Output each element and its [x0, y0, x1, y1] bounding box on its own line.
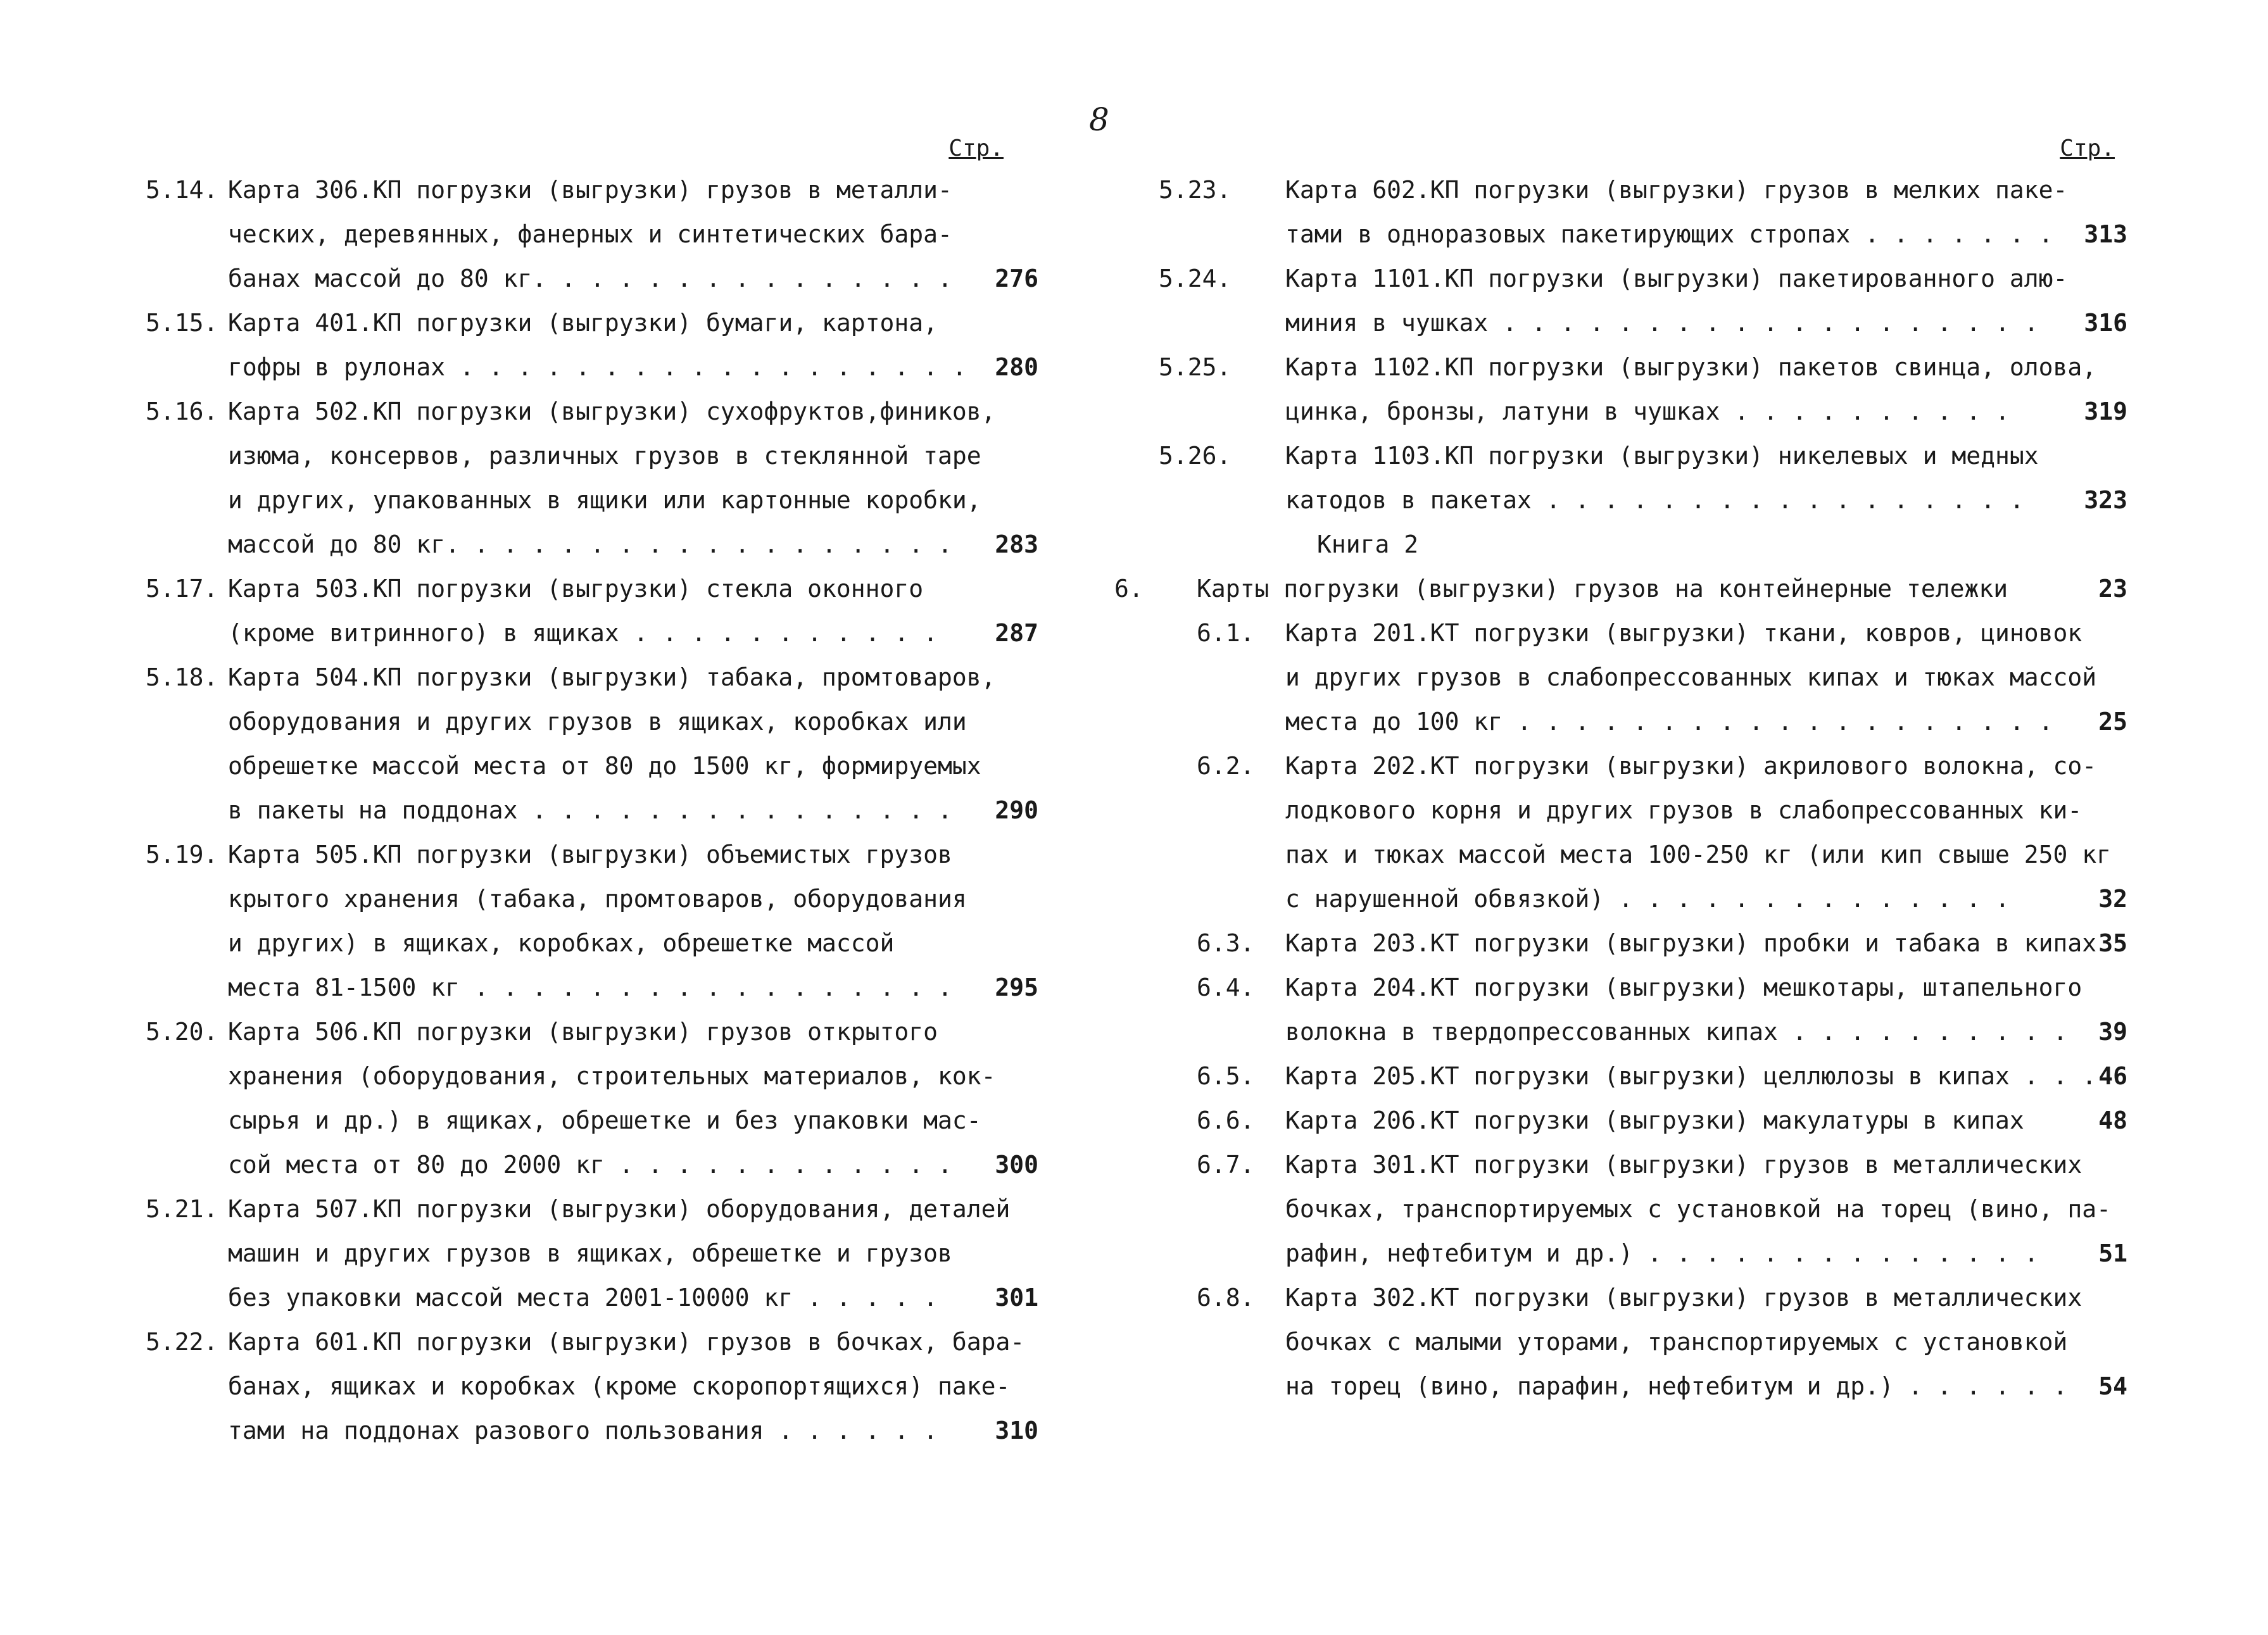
entry-text-line: Карта 1103.КП погрузки (выгрузки) никелевых и медных [1285, 442, 2039, 470]
toc-entry [1159, 1275, 2146, 1408]
entry-page-number: 35 [2098, 929, 2127, 957]
entry-text-line: с нарушенной обвязкой) . . . . . . . . . . . . . . [1285, 885, 2010, 913]
entry-page-number: 301 [995, 1284, 1038, 1312]
entry-number: 6.1. [1197, 619, 1255, 647]
entry-page-number: 276 [995, 265, 1038, 292]
entry-page-number: 25 [2098, 708, 2127, 736]
entry-text-line: тами на поддонах разового пользования . . . . . . [228, 1417, 938, 1444]
entry-text-line: в пакеты на поддонах . . . . . . . . . . . . . . . [228, 796, 952, 824]
toc-entry [1159, 744, 2146, 921]
toc-entry [146, 655, 1051, 832]
entry-text-line: хранения (оборудования, строительных материалов, кок- [228, 1062, 996, 1090]
entry-number: 6.3. [1197, 929, 1255, 957]
entry-text-line: Карта 204.КТ погрузки (выгрузки) мешкотары, штапельного [1285, 974, 2082, 1001]
toc-entry [146, 1320, 1051, 1453]
entry-text-line: бочках, транспортируемых с установкой на торец (вино, па- [1285, 1195, 2112, 1223]
toc-entry [1159, 168, 2146, 256]
entry-text-line: Карта 401.КП погрузки (выгрузки) бумаги, картона, [228, 309, 938, 337]
toc-entry [1159, 1143, 2146, 1275]
toc-entries-left [146, 168, 1051, 1453]
toc-entry [146, 1010, 1051, 1187]
entry-text-line: оборудования и других грузов в ящиках, коробках или [228, 708, 967, 736]
entry-number: 6.2. [1197, 752, 1255, 780]
entry-number: 5.17. [146, 575, 218, 603]
entry-number: 5.20. [146, 1018, 218, 1046]
entry-text-line: рафин, нефтебитум и др.) . . . . . . . . . . . . . . [1285, 1239, 2039, 1267]
entry-text-line: катодов в пакетах . . . . . . . . . . . . . . . . . [1285, 486, 2024, 514]
entry-text-line: места до 100 кг . . . . . . . . . . . . . . . . . . . [1285, 708, 2053, 736]
page-column-header: Стр. [2060, 135, 2115, 161]
entry-text-line: изюма, консервов, различных грузов в стеклянной таре [228, 442, 981, 470]
entry-text-line: банах, ящиках и коробках (кроме скоропортящихся) паке- [228, 1372, 1011, 1400]
entry-page-number: 51 [2098, 1239, 2127, 1267]
toc-entry [146, 567, 1051, 655]
entry-text-line: ческих, деревянных, фанерных и синтетических бара- [228, 220, 952, 248]
entry-text-line: гофры в рулонах . . . . . . . . . . . . . . . . . . [228, 353, 967, 381]
entry-page-number: 290 [995, 796, 1038, 824]
entry-text-line: Карта 206.КТ погрузки (выгрузки) макулатуры в кипах [1285, 1106, 2024, 1134]
entry-text-line: на торец (вино, парафин, нефтебитум и др.) . . . . . . [1285, 1372, 2068, 1400]
entry-number: 5.18. [146, 663, 218, 691]
entry-text-line: пах и тюках массой места 100-250 кг (или кип свыше 250 кг [1285, 841, 2112, 868]
entry-number: 5.15. [146, 309, 218, 337]
entry-text-line: Карта 503.КП погрузки (выгрузки) стекла оконного [228, 575, 924, 603]
toc-entry [146, 389, 1051, 567]
entry-text-line: волокна в твердопрессованных кипах . . . . . . . . . . [1285, 1018, 2068, 1046]
section-number: 6. [1114, 575, 1143, 603]
entry-number: 5.22. [146, 1328, 218, 1356]
entry-page-number: 295 [995, 974, 1038, 1001]
entry-number: 5.26. [1159, 442, 1232, 470]
entry-text-line: Карта 203.КТ погрузки (выгрузки) пробки и табака в кипах [1285, 929, 2097, 957]
entry-number: 5.25. [1159, 353, 1232, 381]
entry-text-line: Карта 602.КП погрузки (выгрузки) грузов в мелких паке- [1285, 176, 2068, 204]
entry-text-line: Карта 506.КП погрузки (выгрузки) грузов открытого [228, 1018, 938, 1046]
entry-text-line: Карта 1101.КП погрузки (выгрузки) пакетированного алю- [1285, 265, 2068, 292]
entry-text-line: (кроме витринного) в ящиках . . . . . . . . . . . [228, 619, 938, 647]
entry-text-line: Карта 201.КТ погрузки (выгрузки) ткани, ковров, циновок [1285, 619, 2082, 647]
entry-text-line: массой до 80 кг. . . . . . . . . . . . . . . . . . [228, 530, 952, 558]
entry-text-line: Карта 302.КТ погрузки (выгрузки) грузов в металлических [1285, 1284, 2082, 1312]
toc-entry [1159, 965, 2146, 1054]
entry-number: 5.14. [146, 176, 218, 204]
entry-number: 6.8. [1197, 1284, 1255, 1312]
entry-text-line: Карта 306.КП погрузки (выгрузки) грузов в металли- [228, 176, 952, 204]
entry-text-line: Карта 505.КП погрузки (выгрузки) объемистых грузов [228, 841, 952, 868]
entry-text-line: цинка, бронзы, латуни в чушках . . . . . . . . . . [1285, 398, 2010, 425]
entry-text-line: Карта 301.КТ погрузки (выгрузки) грузов в металлических [1285, 1151, 2082, 1179]
entry-text-line: Карта 1102.КП погрузки (выгрузки) пакетов свинца, олова, [1285, 353, 2097, 381]
toc-entry [1159, 921, 2146, 965]
entry-number: 6.4. [1197, 974, 1255, 1001]
page-column-header: Стр. [948, 135, 1004, 161]
entry-text-line: места 81-1500 кг . . . . . . . . . . . . . . . . . [228, 974, 952, 1001]
entry-text-line: банах массой до 80 кг. . . . . . . . . . . . . . . [228, 265, 952, 292]
entry-page-number: 48 [2098, 1106, 2127, 1134]
toc-entry [1159, 1054, 2146, 1098]
entry-text-line: машин и других грузов в ящиках, обрешетке и грузов [228, 1239, 952, 1267]
entry-text-line: сырья и др.) в ящиках, обрешетке и без упаковки мас- [228, 1106, 981, 1134]
entry-text-line: и других, упакованных в ящики или картонные коробки, [228, 486, 981, 514]
entry-text-line: Карта 601.КП погрузки (выгрузки) грузов в бочках, бара- [228, 1328, 1025, 1356]
section-title: Карты погрузки (выгрузки) грузов на контейнерные тележки [1197, 575, 2008, 603]
entry-page-number: 300 [995, 1151, 1038, 1179]
entry-text-line: и других грузов в слабопрессованных кипах и тюках массой [1285, 663, 2097, 691]
entry-page-number: 32 [2098, 885, 2127, 913]
entry-text-line: Карта 202.КТ погрузки (выгрузки) акрилового волокна, со- [1285, 752, 2097, 780]
entry-number: 6.7. [1197, 1151, 1255, 1179]
entry-number: 5.24. [1159, 265, 1232, 292]
entry-number: 6.5. [1197, 1062, 1255, 1090]
entry-text-line: Карта 504.КП погрузки (выгрузки) табака, промтоваров, [228, 663, 996, 691]
entry-page-number: 283 [995, 530, 1038, 558]
entry-page-number: 287 [995, 619, 1038, 647]
toc-entry [146, 832, 1051, 1010]
entry-number: 6.6. [1197, 1106, 1255, 1134]
entry-page-number: 316 [2084, 309, 2127, 337]
entry-text-line: обрешетке массой места от 80 до 1500 кг, формируемых [228, 752, 981, 780]
toc-entry [1159, 1098, 2146, 1143]
entry-text-line: без упаковки массой места 2001-10000 кг . . . . . [228, 1284, 938, 1312]
entry-number: 5.21. [146, 1195, 218, 1223]
entry-page-number: 280 [995, 353, 1038, 381]
entry-text-line: тами в одноразовых пакетирующих стропах . . . . . . . [1285, 220, 2053, 248]
entry-page-number: 39 [2098, 1018, 2127, 1046]
section-heading [1114, 567, 2146, 611]
entry-page-number: 323 [2084, 486, 2127, 514]
toc-sub-entries [1159, 611, 2146, 1408]
entry-text-line: Карта 502.КП погрузки (выгрузки) сухофруктов,фиников, [228, 398, 996, 425]
entry-page-number: 54 [2098, 1372, 2127, 1400]
toc-entry [146, 168, 1051, 301]
toc-entry [1159, 434, 2146, 522]
section-page: 23 [2098, 575, 2127, 603]
toc-entry [1159, 345, 2146, 434]
entry-number: 5.16. [146, 398, 218, 425]
entry-page-number: 310 [995, 1417, 1038, 1444]
toc-entry [146, 301, 1051, 389]
toc-left-column [146, 130, 1051, 1453]
toc-entry [146, 1187, 1051, 1320]
entry-page-number: 313 [2084, 220, 2127, 248]
toc-entry [1159, 256, 2146, 345]
book-heading: Книга 2 [1317, 530, 1419, 558]
toc-right-column [1114, 130, 2146, 1408]
page-number: 8 [1089, 101, 1109, 138]
entry-number: 5.23. [1159, 176, 1232, 204]
entry-text-line: бочках с малыми уторами, транспортируемых с установкой [1285, 1328, 2068, 1356]
entry-page-number: 319 [2084, 398, 2127, 425]
toc-entry [1159, 611, 2146, 744]
entry-text-line: Карта 507.КП погрузки (выгрузки) оборудования, деталей [228, 1195, 1011, 1223]
entry-text-line: миния в чушках . . . . . . . . . . . . . . . . . . . [1285, 309, 2039, 337]
entry-text-line: Карта 205.КТ погрузки (выгрузки) целлюлозы в кипах . . . [1285, 1062, 2097, 1090]
toc-entries-right [1159, 168, 2146, 522]
entry-page-number: 46 [2098, 1062, 2127, 1090]
entry-text-line: сой места от 80 до 2000 кг . . . . . . . . . . . . [228, 1151, 952, 1179]
entry-text-line: лодкового корня и других грузов в слабопрессованных ки- [1285, 796, 2082, 824]
entry-number: 5.19. [146, 841, 218, 868]
entry-text-line: и других) в ящиках, коробках, обрешетке массой [228, 929, 895, 957]
entry-text-line: крытого хранения (табака, промтоваров, оборудования [228, 885, 967, 913]
